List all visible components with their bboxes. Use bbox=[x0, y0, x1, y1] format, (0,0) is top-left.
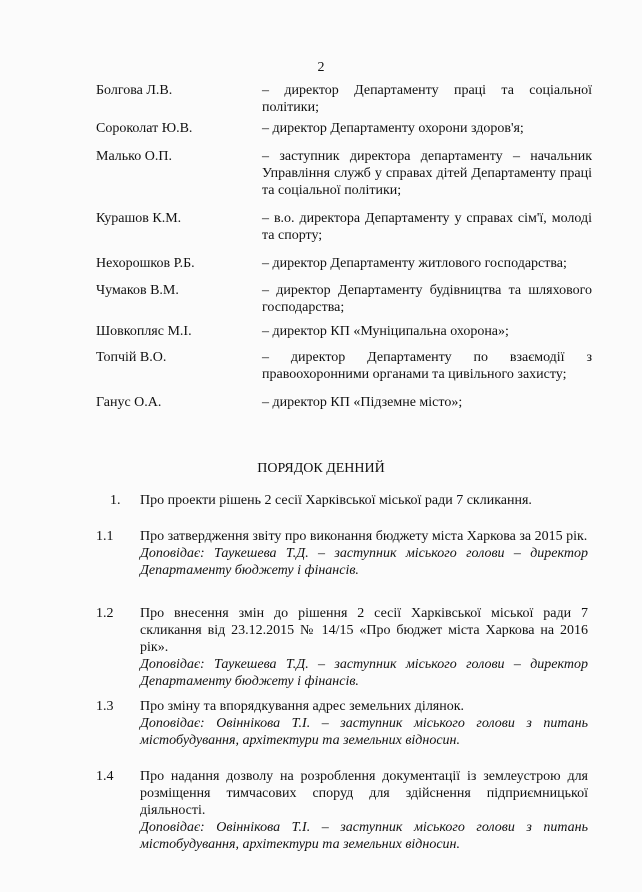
participant-name: Курашов К.М. bbox=[96, 211, 182, 226]
agenda-item-text: Про проекти рішень 2 сесії Харківської міської ради 7 скликання. bbox=[140, 493, 532, 508]
participant-name: Шовкопляс М.І. bbox=[96, 324, 192, 339]
participant-role: – директор Департаменту будівництва та шляхового господарства; bbox=[262, 283, 592, 315]
agenda-item-speaker: Доповідає: Овіннікова Т.І. – заступник міського голови з питань містобудування, архітектури та земельних відносин. bbox=[140, 716, 588, 748]
participant-name: Болгова Л.В. bbox=[96, 83, 173, 98]
agenda-item-body bbox=[140, 605, 588, 690]
agenda-item-number: 1.1 bbox=[96, 529, 114, 544]
participant-name: Ганус О.А. bbox=[96, 395, 162, 410]
agenda-item-body bbox=[140, 768, 588, 853]
agenda-item-text: Про затвердження звіту про виконання бюджету міста Харкова за 2015 рік. bbox=[140, 529, 588, 544]
participant-row bbox=[96, 282, 596, 323]
participant-name: Чумаков В.М. bbox=[96, 283, 179, 298]
participant-role: – директор Департаменту охорони здоров'я; bbox=[262, 121, 524, 136]
agenda-item bbox=[96, 605, 596, 698]
agenda-item-text: Про надання дозволу на розроблення документації із землеустрою для розміщення тимчасових споруд для здійснення підприємницької діяльності. bbox=[140, 769, 588, 818]
agenda-item-speaker: Доповідає: Таукешева Т.Д. – заступник міського голови – директор Департаменту бюджету і фінансів. bbox=[140, 657, 588, 689]
participant-role: – в.о. директора Департаменту у справах сім'ї, молоді та спорту; bbox=[262, 211, 592, 243]
agenda-item-body bbox=[140, 528, 588, 579]
agenda-item-body bbox=[140, 698, 588, 749]
participant-role: – директор КП «Підземне місто»; bbox=[262, 395, 463, 410]
participant-row bbox=[96, 148, 596, 210]
agenda-item bbox=[96, 528, 596, 605]
page-number: 2 bbox=[317, 60, 325, 75]
participant-role: – директор Департаменту по взаємодії з правоохоронними органами та цивільного захисту; bbox=[262, 350, 592, 382]
agenda-item-number: 1.3 bbox=[96, 699, 114, 714]
participant-name: Малько О.П. bbox=[96, 149, 172, 164]
agenda-item-text: Про внесення змін до рішення 2 сесії Харківської міської ради 7 скликання від 23.12.2015 № 14/15 «Про бюджет міста Харкова на 2016 рік». bbox=[140, 606, 588, 655]
agenda-item bbox=[96, 768, 596, 853]
agenda-item-number: 1.4 bbox=[96, 769, 114, 784]
participant-role: – директор Департаменту праці та соціальної політики; bbox=[262, 83, 592, 115]
agenda-item-text: Про зміну та впорядкування адрес земельних ділянок. bbox=[140, 699, 465, 714]
participant-name: Топчій В.О. bbox=[96, 350, 167, 365]
participant-row bbox=[96, 255, 596, 282]
agenda-item-speaker: Доповідає: Овіннікова Т.І. – заступник міського голови з питань містобудування, архітектури та земельних відносин. bbox=[140, 820, 588, 852]
participant-row bbox=[96, 323, 596, 349]
participant-role: – директор КП «Муніципальна охорона»; bbox=[262, 324, 509, 339]
agenda-item-number: 1.2 bbox=[96, 606, 114, 621]
participant-role: – директор Департаменту житлового господарства; bbox=[262, 256, 567, 271]
participant-role: – заступник директора департаменту – начальник Управління служб у справах дітей Департаменту праці та соціальної політики; bbox=[262, 149, 592, 198]
agenda-item-number: 1. bbox=[110, 493, 121, 508]
participant-row bbox=[96, 349, 596, 394]
agenda-item-speaker: Доповідає: Таукешева Т.Д. – заступник міського голови – директор Департаменту бюджету і фінансів. bbox=[140, 546, 588, 578]
agenda-item-body bbox=[140, 492, 588, 509]
agenda-title: ПОРЯДОК ДЕННИЙ bbox=[257, 461, 385, 476]
participant-name: Нехорошков Р.Б. bbox=[96, 256, 195, 271]
participant-row bbox=[96, 210, 596, 255]
agenda-item bbox=[96, 698, 596, 768]
participant-row bbox=[96, 82, 596, 120]
participant-row bbox=[96, 394, 596, 414]
agenda-item bbox=[96, 492, 596, 528]
participants-list bbox=[96, 82, 596, 414]
participant-name: Сороколат Ю.В. bbox=[96, 121, 193, 136]
participant-row bbox=[96, 120, 596, 148]
agenda-list bbox=[96, 492, 596, 853]
